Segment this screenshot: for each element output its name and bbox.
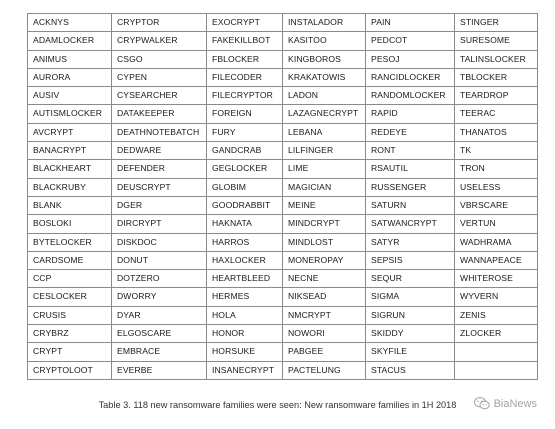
table-cell: AUSIV <box>28 87 112 105</box>
watermark-text: BiaNews <box>493 397 537 410</box>
table-cell: INSTALADOR <box>283 14 366 32</box>
table-caption: Table 3. 118 new ransomware families were seen: New ransomware families in 1H 2018 <box>98 400 457 410</box>
table-row <box>28 288 538 306</box>
table-cell: WADHRAMA <box>455 233 538 251</box>
table-cell: CRYPT <box>28 343 112 361</box>
table-cell <box>455 343 538 361</box>
table-cell: SURESOME <box>455 32 538 50</box>
table-row <box>28 270 538 288</box>
table-row <box>28 14 538 32</box>
table-row <box>28 105 538 123</box>
table-cell: RANCIDLOCKER <box>366 68 455 86</box>
table-cell: DWORRY <box>112 288 207 306</box>
table-cell: DATAKEEPER <box>112 105 207 123</box>
table-cell: ZLOCKER <box>455 325 538 343</box>
table-cell: VERTUN <box>455 215 538 233</box>
table-cell: EXOCRYPT <box>207 14 283 32</box>
table-cell: NOWORI <box>283 325 366 343</box>
table-row <box>28 343 538 361</box>
table-row <box>28 32 538 50</box>
table-cell: ADAMLOCKER <box>28 32 112 50</box>
table-cell: GANDCRAB <box>207 142 283 160</box>
table-cell: ACKNYS <box>28 14 112 32</box>
table-cell: BLACKRUBY <box>28 178 112 196</box>
table-cell: SEQUR <box>366 270 455 288</box>
table-cell: BANACRYPT <box>28 142 112 160</box>
table-cell: CRYPTOLOOT <box>28 361 112 379</box>
table-cell: SATURN <box>366 196 455 214</box>
table-cell: DOTZERO <box>112 270 207 288</box>
table-cell: AVCRYPT <box>28 123 112 141</box>
table-cell: LADON <box>283 87 366 105</box>
watermark <box>474 397 537 410</box>
table-cell: FOREIGN <box>207 105 283 123</box>
table-cell: MONEROPAY <box>283 251 366 269</box>
table-cell: MINDCRYPT <box>283 215 366 233</box>
table-cell: SATYR <box>366 233 455 251</box>
ransomware-families-table <box>27 13 538 380</box>
table-row <box>28 160 538 178</box>
table-cell: FAKEKILLBOT <box>207 32 283 50</box>
table-cell: PESOJ <box>366 50 455 68</box>
table-cell: NMCRYPT <box>283 306 366 324</box>
table-cell: BOSLOKI <box>28 215 112 233</box>
table-cell: HONOR <box>207 325 283 343</box>
table-body <box>28 14 538 380</box>
table-cell: PABGEE <box>283 343 366 361</box>
table-cell: NIKSEAD <box>283 288 366 306</box>
table-cell: DYAR <box>112 306 207 324</box>
table-cell: CYPEN <box>112 68 207 86</box>
table-cell: EMBRACE <box>112 343 207 361</box>
table-cell: CRYBRZ <box>28 325 112 343</box>
table-cell: PEDCOT <box>366 32 455 50</box>
table-cell: TALINSLOCKER <box>455 50 538 68</box>
table-cell: CRYPTOR <box>112 14 207 32</box>
table-cell: RSAUTIL <box>366 160 455 178</box>
table-cell: THANATOS <box>455 123 538 141</box>
table-cell: LAZAGNECRYPT <box>283 105 366 123</box>
table-cell: LEBANA <box>283 123 366 141</box>
table-cell: LILFINGER <box>283 142 366 160</box>
table-cell: CESLOCKER <box>28 288 112 306</box>
table-cell: SEPSIS <box>366 251 455 269</box>
table-cell: BLANK <box>28 196 112 214</box>
table-cell: PAIN <box>366 14 455 32</box>
wechat-bubble-icon <box>474 397 490 410</box>
table-cell: CRYPWALKER <box>112 32 207 50</box>
table-cell: MINDLOST <box>283 233 366 251</box>
table-cell: MAGICIAN <box>283 178 366 196</box>
table-row <box>28 306 538 324</box>
table-cell: CARDSOME <box>28 251 112 269</box>
table-cell: DIRCRYPT <box>112 215 207 233</box>
table-cell: TRON <box>455 160 538 178</box>
table-cell: TEERAC <box>455 105 538 123</box>
table-row <box>28 50 538 68</box>
table-cell: KINGBOROS <box>283 50 366 68</box>
table-cell: FBLOCKER <box>207 50 283 68</box>
table-cell: HOLA <box>207 306 283 324</box>
table-cell: FILECODER <box>207 68 283 86</box>
table-cell <box>455 361 538 379</box>
table-cell: TEARDROP <box>455 87 538 105</box>
table-cell: CRUSIS <box>28 306 112 324</box>
table-cell: GOODRABBIT <box>207 196 283 214</box>
table-row <box>28 196 538 214</box>
table-cell: USELESS <box>455 178 538 196</box>
table-cell: RONT <box>366 142 455 160</box>
table-cell: VBRSCARE <box>455 196 538 214</box>
table-cell: HARROS <box>207 233 283 251</box>
table-cell: DEFENDER <box>112 160 207 178</box>
table-row <box>28 142 538 160</box>
table-cell: MEINE <box>283 196 366 214</box>
table-cell: ELGOSCARE <box>112 325 207 343</box>
table-row <box>28 361 538 379</box>
table-cell: KRAKATOWIS <box>283 68 366 86</box>
table-row <box>28 233 538 251</box>
table-cell: FILECRYPTOR <box>207 87 283 105</box>
table-cell: SKIDDY <box>366 325 455 343</box>
table-cell: HERMES <box>207 288 283 306</box>
table-cell: ANIMUS <box>28 50 112 68</box>
table-cell: CSGO <box>112 50 207 68</box>
table-cell: GEGLOCKER <box>207 160 283 178</box>
table-cell: AUTISMLOCKER <box>28 105 112 123</box>
table-row <box>28 178 538 196</box>
table-cell: HAKNATA <box>207 215 283 233</box>
table-cell: SIGMA <box>366 288 455 306</box>
table-cell: DEATHNOTEBATCH <box>112 123 207 141</box>
table-cell: INSANECRYPT <box>207 361 283 379</box>
table-cell: KASITOO <box>283 32 366 50</box>
table-cell: RAPID <box>366 105 455 123</box>
table-cell: WHITEROSE <box>455 270 538 288</box>
table-cell: EVERBE <box>112 361 207 379</box>
table-cell: CCP <box>28 270 112 288</box>
table-row <box>28 251 538 269</box>
table-cell: NECNE <box>283 270 366 288</box>
ransomware-families-table-container <box>27 13 537 380</box>
table-cell: RUSSENGER <box>366 178 455 196</box>
table-row <box>28 325 538 343</box>
table-row <box>28 215 538 233</box>
table-cell: SIGRUN <box>366 306 455 324</box>
table-cell: PACTELUNG <box>283 361 366 379</box>
table-cell: BLACKHEART <box>28 160 112 178</box>
table-cell: CYSEARCHER <box>112 87 207 105</box>
table-row <box>28 123 538 141</box>
table-cell: STINGER <box>455 14 538 32</box>
table-cell: STACUS <box>366 361 455 379</box>
table-cell: HEARTBLEED <box>207 270 283 288</box>
table-cell: DGER <box>112 196 207 214</box>
table-cell: FURY <box>207 123 283 141</box>
table-cell: DISKDOC <box>112 233 207 251</box>
table-cell: AURORA <box>28 68 112 86</box>
table-cell: RANDOMLOCKER <box>366 87 455 105</box>
table-cell: SKYFILE <box>366 343 455 361</box>
table-cell: TK <box>455 142 538 160</box>
table-cell: REDEYE <box>366 123 455 141</box>
table-cell: DEUSCRYPT <box>112 178 207 196</box>
table-cell: HAXLOCKER <box>207 251 283 269</box>
table-row <box>28 87 538 105</box>
table-cell: HORSUKE <box>207 343 283 361</box>
table-cell: WYVERN <box>455 288 538 306</box>
table-cell: DEDWARE <box>112 142 207 160</box>
table-cell: DONUT <box>112 251 207 269</box>
table-cell: SATWANCRYPT <box>366 215 455 233</box>
table-cell: WANNAPEACE <box>455 251 538 269</box>
table-cell: LIME <box>283 160 366 178</box>
table-cell: TBLOCKER <box>455 68 538 86</box>
table-cell: GLOBIM <box>207 178 283 196</box>
table-cell: ZENIS <box>455 306 538 324</box>
table-cell: BYTELOCKER <box>28 233 112 251</box>
table-row <box>28 68 538 86</box>
